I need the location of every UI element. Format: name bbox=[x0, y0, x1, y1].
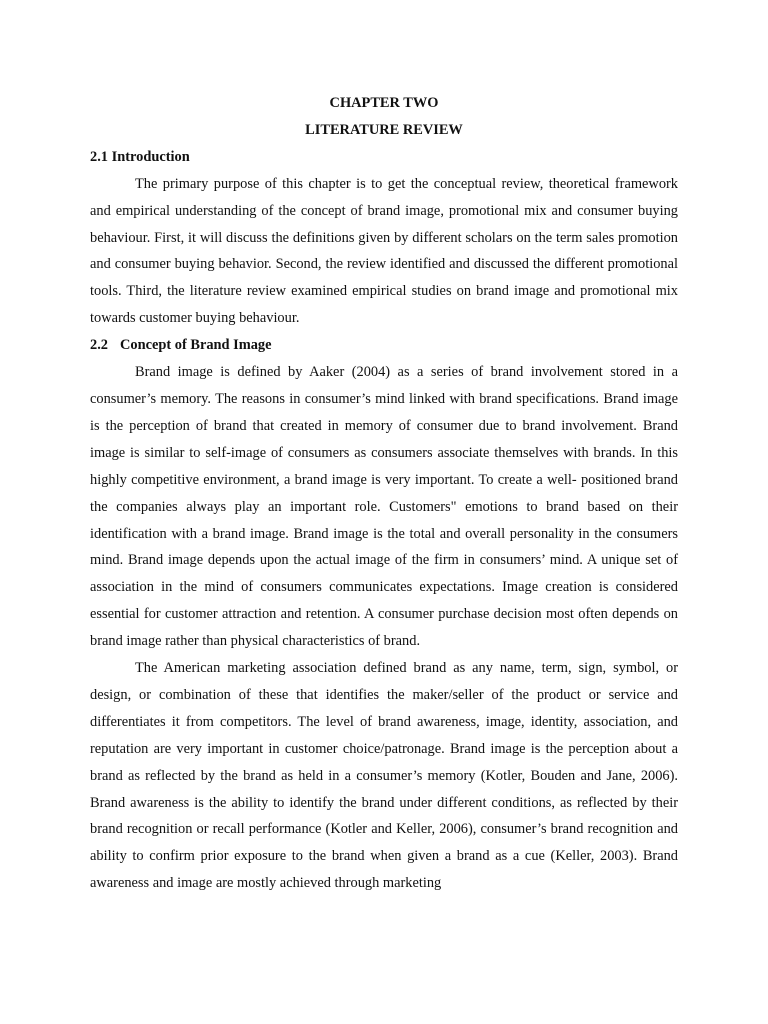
paragraph: The primary purpose of this chapter is to get the conceptual review, theoretical framework and empirical understanding of the concept of brand image, promotional mix and consumer buying behaviour. First, it will discuss the definitions given by different scholars on the term sales promotion and consumer buying behavior. Second, the review identified and discussed the different promotional tools. Third, the literature review examined empirical studies on brand image and promotional mix towards customer buying behaviour. bbox=[90, 175, 678, 327]
section-heading-brand-image bbox=[90, 332, 678, 359]
section-heading-introduction bbox=[90, 144, 678, 171]
paragraph: Brand image is defined by Aaker (2004) as a series of brand involvement stored in a consumer’s memory. The reasons in consumer’s mind linked with brand specifications. Brand image is the perception of brand that created in memory of consumer due to brand involvement. Brand image is similar to self-image of consumers as consumers associate themselves with brands. In this highly competitive environment, a brand image is very important. To create a well- positioned brand the companies always play an important role. Customers" emotions to brand based on their identification with a brand image. Brand image is the total and overall personality in the consumers mind. Brand image depends upon the actual image of the firm in consumers’ mind. A unique set of association in the mind of consumers communicates expectations. Image creation is considered essential for customer attraction and retention. A consumer purchase decision most often depends on brand image rather than physical characteristics of brand. bbox=[90, 364, 678, 650]
section-number: 2.1 bbox=[90, 148, 108, 165]
chapter-title: LITERATURE REVIEW bbox=[305, 121, 463, 138]
paragraph: The American marketing association defined brand as any name, term, sign, symbol, or design, or combination of these that identifies the maker/seller of the product or service and differentiates it from competitors. The level of brand awareness, image, identity, association, and reputation are very important in customer choice/patronage. Brand image is the perception about a brand as reflected by the brand as held in a consumer’s memory (Kotler, Bouden and Jane, 2006). Brand awareness is the ability to identify the brand under different conditions, as reflected by their brand recognition or recall performance (Kotler and Keller, 2006), consumer’s brand recognition and ability to confirm prior exposure to the brand when given a brand as a cue (Keller, 2003). Brand awareness and image are mostly achieved through marketing bbox=[90, 660, 678, 892]
document-body bbox=[90, 90, 678, 897]
section-title: Introduction bbox=[111, 148, 190, 165]
section-number: 2.2 bbox=[90, 337, 108, 354]
chapter-label: CHAPTER TWO bbox=[329, 95, 439, 111]
section-title: Concept of Brand Image bbox=[120, 337, 272, 354]
